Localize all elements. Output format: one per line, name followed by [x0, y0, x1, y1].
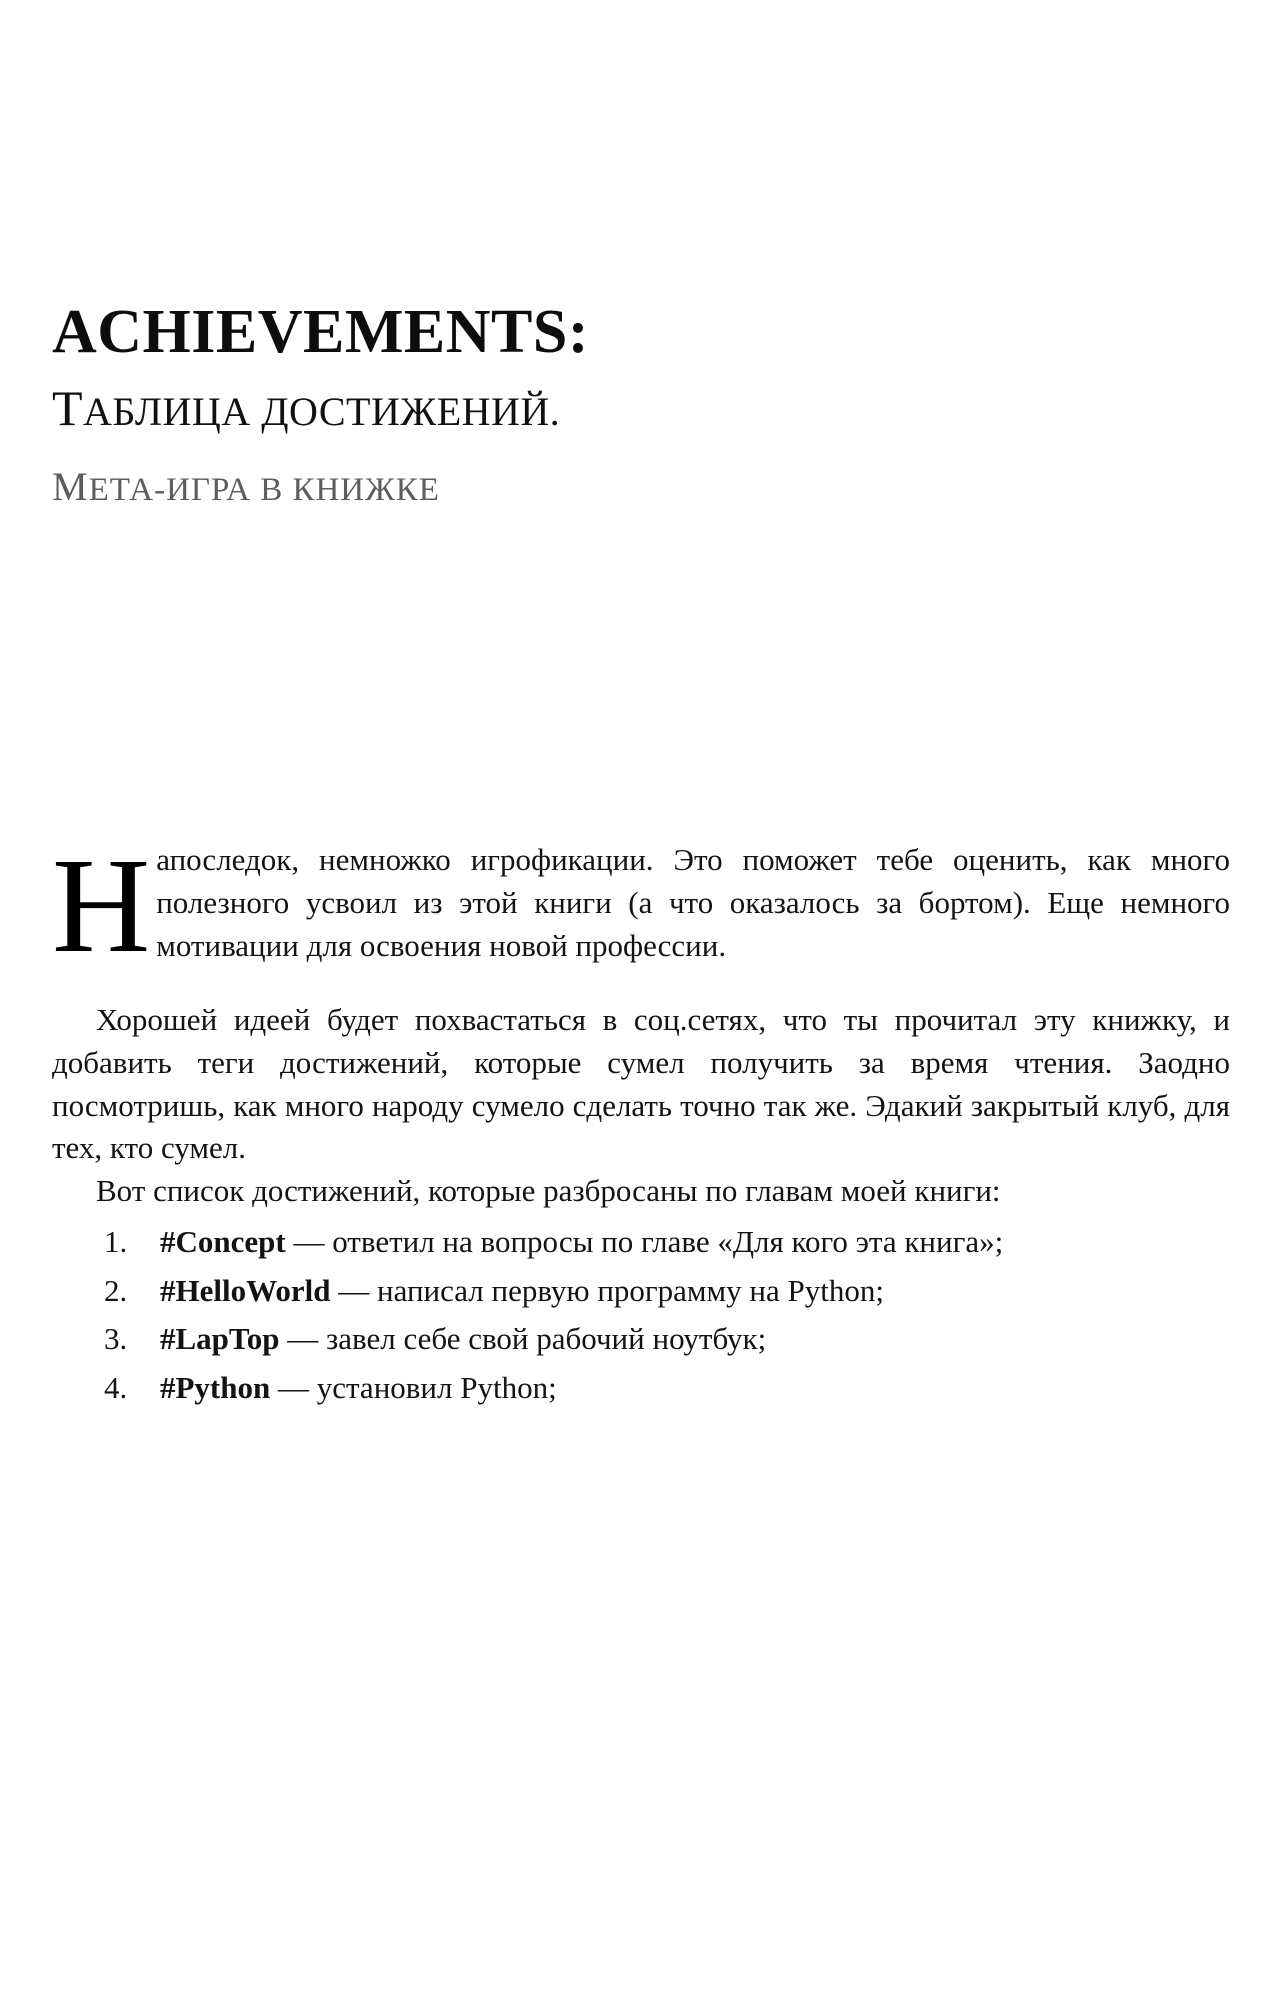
achievement-text: — завел себе свой рабочий ноутбук; — [279, 1321, 767, 1357]
achievements-list — [52, 1221, 1230, 1410]
achievement-text: — написал первую программу на Python; — [330, 1272, 884, 1308]
list-item-number: 3. — [104, 1321, 128, 1357]
list-item-number: 1. — [104, 1223, 128, 1259]
paragraph-social: Хорошей идеей будет похвастаться в соц.сетях, что ты прочитал эту книжку, и добавить теги достижений, которые сумел получить за время чтения. Заодно посмотришь, как много народу сумело сделать точно так же. Эдакий закрытый клуб, для тех, кто сумел. — [52, 1002, 1230, 1166]
page-tagline — [52, 465, 1230, 509]
page-subtitle — [52, 381, 1230, 435]
list-item — [52, 1318, 1230, 1361]
list-item — [52, 1270, 1230, 1313]
paragraph-list-lead: Вот список достижений, которые разбросаны по главам моей книги: — [96, 1173, 1001, 1209]
page-subtitle-initial: Т — [52, 380, 84, 437]
list-item — [52, 1221, 1230, 1264]
list-item-number: 4. — [104, 1370, 128, 1406]
achievement-tag: #HelloWorld — [160, 1272, 331, 1308]
paragraph-intro — [52, 831, 1230, 999]
paragraph-intro-text: апоследок, немножко игрофикации. Это поможет тебе оценить, как много полезного усвоил из этой книги (а что оказалось за бортом). Еще немного мотивации для освоения новой профессии. — [156, 842, 1230, 963]
achievement-tag: #Concept — [160, 1223, 286, 1259]
achievement-tag: #LapTop — [160, 1321, 280, 1357]
page-subtitle-rest: АБЛИЦА ДОСТИЖЕНИЙ. — [83, 389, 561, 435]
achievement-text: — ответил на вопросы по главе «Для кого эта книга»; — [285, 1223, 1004, 1259]
title-block — [52, 300, 1230, 509]
page-tagline-rest: ЕТА-ИГРА В КНИЖКЕ — [88, 472, 440, 509]
drop-cap: Н — [52, 831, 151, 982]
body-block — [52, 831, 1230, 1410]
list-item — [52, 1367, 1230, 1410]
page-content — [52, 0, 1230, 1410]
page-tagline-initial: М — [52, 464, 89, 510]
achievement-tag: #Python — [160, 1370, 271, 1406]
achievement-text: — установил Python; — [270, 1370, 557, 1406]
list-item-number: 2. — [104, 1272, 128, 1308]
page-title: ACHIEVEMENTS: — [52, 298, 590, 366]
